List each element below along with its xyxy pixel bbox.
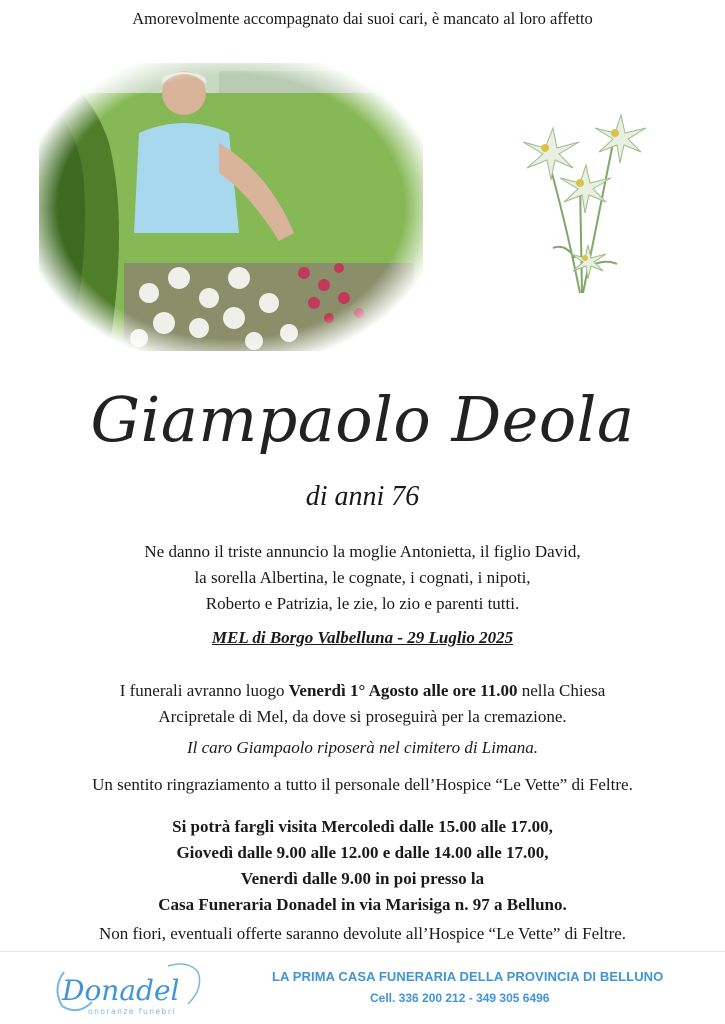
- age-text: di anni 76: [305, 481, 420, 512]
- deceased-name: Giampaolo Deola: [90, 383, 635, 456]
- announcement-line: Ne danno il triste annuncio la moglie Antonietta, il figlio David,: [144, 542, 581, 561]
- funeral-info: [0, 678, 725, 730]
- no-flowers-note: Non fiori, eventuali offerte saranno devolute all’Hospice “Le Vette” di Feltre.: [98, 924, 627, 943]
- logo-wordmark: Donadel: [62, 974, 180, 1007]
- thanks-text: Un sentito ringraziamento a tutto il personale dell’Hospice “Le Vette” di Feltre.: [92, 775, 633, 794]
- footer-divider: [0, 951, 725, 952]
- portrait-photo: [39, 63, 423, 351]
- visit-line: Venerdì dalle 9.00 in poi presso la: [240, 869, 485, 888]
- funeral-text: nella Chiesa: [517, 681, 606, 700]
- logo-subtitle: onoranze funebri: [88, 1007, 176, 1016]
- announcement-line: Roberto e Patrizia, le zie, lo zio e parenti tutti.: [205, 594, 520, 613]
- resting-place: Il caro Giampaolo riposerà nel cimitero di Limana.: [187, 738, 538, 757]
- place-date-text: MEL di Borgo Valbelluna - 29 Luglio 2025: [211, 628, 514, 647]
- donadel-logo: [48, 958, 218, 1018]
- intro-text: Amorevolmente accompagnato dai suoi cari, è mancato al loro affetto: [132, 9, 593, 28]
- announcement-line: la sorella Albertina, le cognate, i cognati, i nipoti,: [194, 568, 531, 587]
- funeral-date: Venerdì 1° Agosto alle ore 11.00: [288, 681, 518, 700]
- edelweiss-illustration: [505, 108, 655, 298]
- visiting-hours: [0, 814, 725, 918]
- footer-phone: Cell. 336 200 212 - 349 305 6496: [370, 991, 550, 1005]
- announcement: [0, 539, 725, 617]
- visit-line: Casa Funeraria Donadel in via Marisiga n. 97 a Belluno.: [158, 895, 567, 914]
- funeral-text: I funerali avranno luogo: [119, 681, 289, 700]
- footer-tagline: LA PRIMA CASA FUNERARIA DELLA PROVINCIA DI BELLUNO: [272, 969, 664, 984]
- visit-line: Giovedì dalle 9.00 alle 12.00 e dalle 14.00 alle 17.00,: [176, 843, 549, 862]
- place-date: [0, 628, 725, 648]
- visit-line: Si potrà fargli visita Mercoledì dalle 15.00 alle 17.00,: [172, 817, 553, 836]
- funeral-text-line2: Arcipretale di Mel, da dove si proseguirà per la cremazione.: [158, 707, 567, 726]
